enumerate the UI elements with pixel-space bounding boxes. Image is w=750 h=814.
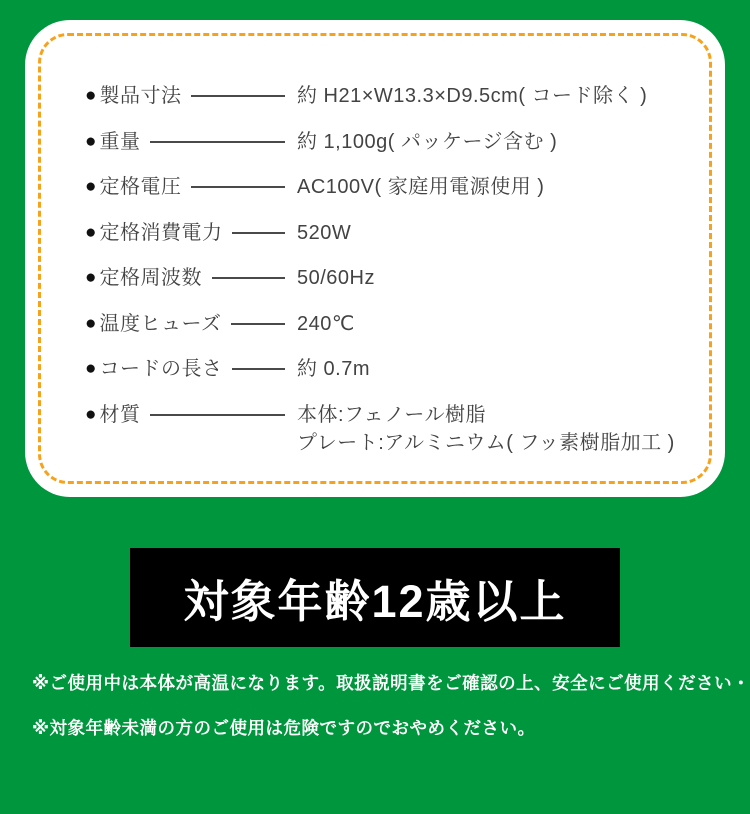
- bullet-icon: ●: [85, 358, 97, 379]
- spec-row-rated-power: [85, 219, 695, 247]
- spec-value: 約 H21×W13.3×D9.5cm( コード除く ): [297, 85, 648, 107]
- spec-label: 製品寸法: [99, 85, 182, 107]
- bullet-icon: ●: [85, 221, 97, 243]
- bullet-icon: ●: [85, 85, 97, 106]
- leader-line: [191, 95, 285, 97]
- spec-row-material: [85, 401, 695, 457]
- spec-value-body: 本体:フェノール樹脂: [297, 403, 486, 426]
- spec-label: 定格電圧: [99, 176, 182, 198]
- spec-value: AC100V( 家庭用電源使用 ): [297, 176, 545, 198]
- spec-row-dimensions: [85, 82, 695, 110]
- spec-row-thermal-fuse: [85, 310, 695, 338]
- spec-label: 温度ヒューズ: [99, 312, 222, 335]
- usage-notes: [32, 672, 750, 739]
- leader-line: [212, 277, 285, 279]
- bullet-icon: ●: [85, 176, 97, 197]
- spec-row-cord-length: [85, 355, 695, 383]
- spec-row-rated-frequency: [85, 264, 695, 292]
- age-banner-text: 対象年齢12歳以上: [183, 576, 567, 627]
- spec-value-plate: プレート:アルミニウム( フッ素樹脂加工 ): [297, 431, 675, 454]
- spec-label: 重量: [99, 130, 141, 153]
- spec-label: 定格周波数: [99, 267, 202, 289]
- spec-row-rated-voltage: [85, 173, 695, 201]
- spec-card: [25, 20, 725, 497]
- bullet-icon: ●: [85, 267, 97, 288]
- spec-value: 約 1,100g( パッケージ含む ): [297, 130, 558, 153]
- spec-value: 520W: [297, 221, 352, 244]
- leader-line: [150, 141, 285, 143]
- spec-value: 240℃: [297, 312, 355, 335]
- leader-line: [232, 368, 285, 370]
- spec-label: コードの長さ: [99, 358, 223, 380]
- spec-label: 定格消費電力: [99, 221, 223, 244]
- note-age-restriction: ※対象年齢未満の方のご使用は危険ですのでおやめください。: [32, 718, 536, 738]
- spec-value: 50/60Hz: [297, 267, 375, 289]
- spec-value: 約 0.7m: [297, 358, 371, 380]
- bullet-icon: ●: [85, 403, 97, 425]
- leader-line: [191, 186, 285, 188]
- age-banner: [130, 548, 620, 647]
- leader-line: [232, 232, 285, 234]
- spec-list: [85, 82, 695, 474]
- spec-row-weight: [85, 128, 695, 156]
- bullet-icon: ●: [85, 312, 97, 334]
- spec-label: 材質: [99, 403, 141, 426]
- note-high-temperature: ※ご使用中は本体が高温になります。取扱説明書をご確認の上、安全にご使用ください・: [32, 673, 750, 693]
- bullet-icon: ●: [85, 130, 97, 152]
- leader-line: [231, 323, 285, 325]
- leader-line: [150, 414, 285, 416]
